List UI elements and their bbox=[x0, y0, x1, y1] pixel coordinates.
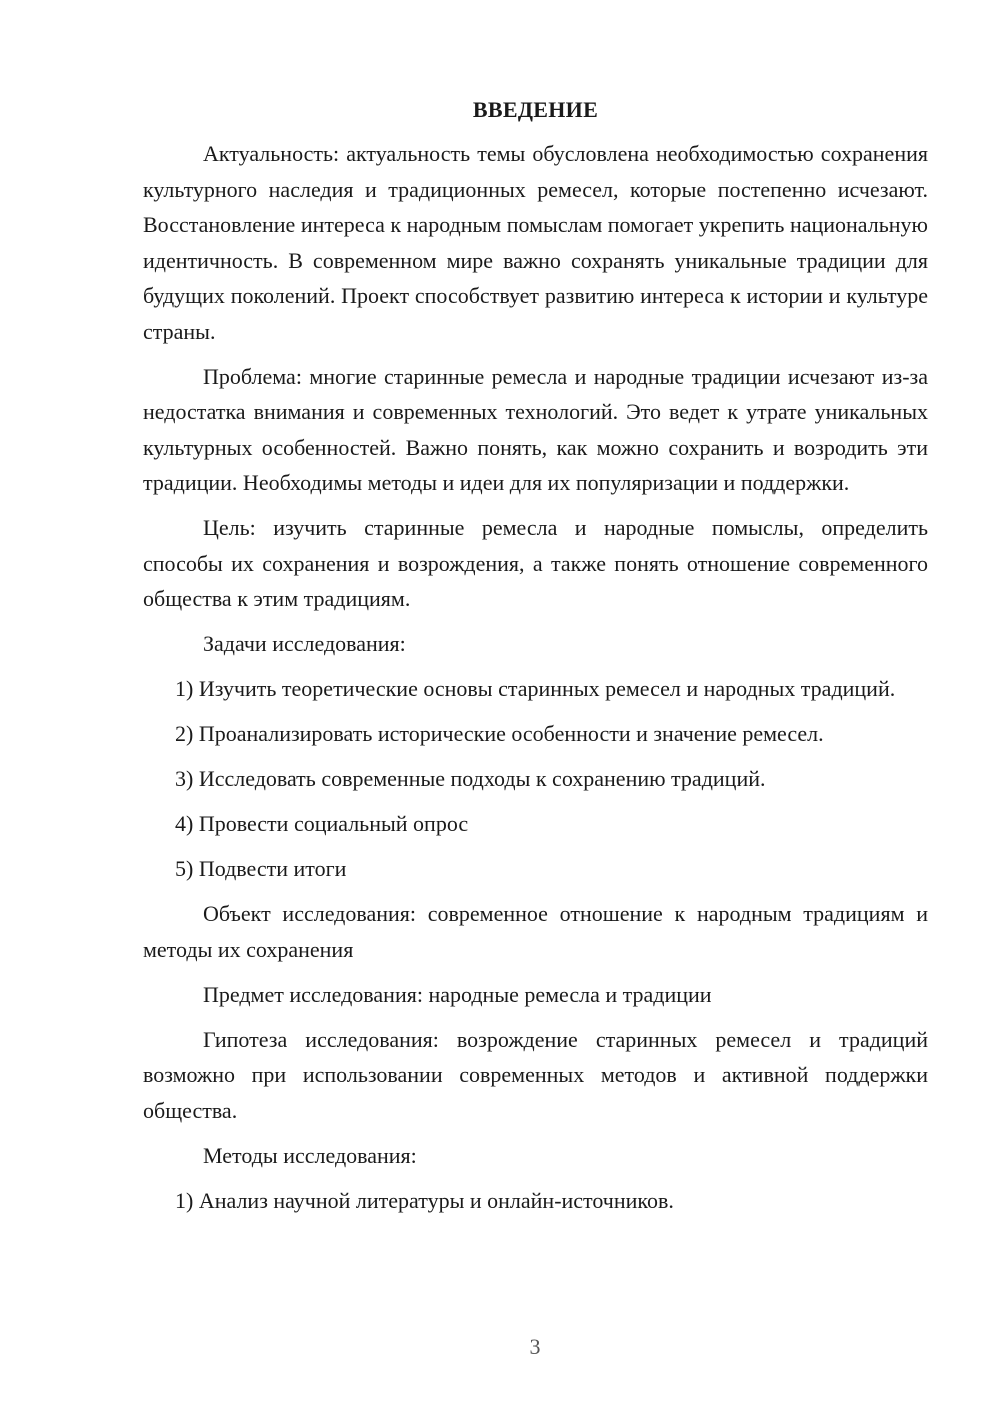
subject-paragraph: Предмет исследования: народные ремесла и традиции bbox=[203, 981, 712, 1007]
spacer bbox=[143, 967, 928, 977]
task-item-2: 2) Проанализировать исторические особенности и значение ремесел. bbox=[175, 721, 824, 746]
methods-heading: Методы исследования: bbox=[203, 1142, 417, 1168]
page-content bbox=[143, 92, 928, 1218]
spacer bbox=[143, 887, 928, 897]
spacer bbox=[143, 349, 928, 359]
task-item-5: 5) Подвести итоги bbox=[175, 856, 347, 881]
spacer bbox=[143, 1012, 928, 1022]
problem-paragraph: Проблема: многие старинные ремесла и народные традиции исчезают из-за недостатка внимания и современных технологий. Это ведет к утрате уникальных культурных особенностей. Важно понять, как можно сохранить и возродить эти традиции. Необходимы методы и идеи для их популяризации и поддержки. bbox=[143, 363, 928, 495]
task-item-1: 1) Изучить теоретические основы старинных ремесел и народных традиций. bbox=[175, 676, 896, 701]
tasks-heading: Задачи исследования: bbox=[203, 631, 406, 656]
relevance-paragraph: Актуальность: актуальность темы обусловлена необходимостью сохранения культурного наследия и традиционных ремесел, которые постепенно исчезают. Восстановление интереса к народным помыслам помогает укрепить национальную идентичность. В современном мире важно сохранять уникальные традиции для будущих поколений. Проект способствует развитию интереса к истории и культуре страны. bbox=[143, 141, 928, 344]
task-item-3: 3) Исследовать современные подходы к сохранению традиций. bbox=[175, 766, 766, 791]
spacer bbox=[143, 617, 928, 627]
task-item-4: 4) Провести социальный опрос bbox=[175, 811, 469, 836]
spacer bbox=[143, 1173, 928, 1183]
spacer bbox=[143, 662, 928, 672]
object-paragraph: Объект исследования: современное отношение к народным традициям и методы их сохранения bbox=[143, 901, 928, 962]
method-item-1: 1) Анализ научной литературы и онлайн-источников. bbox=[175, 1187, 674, 1213]
spacer bbox=[143, 501, 928, 511]
spacer bbox=[143, 842, 928, 852]
goal-paragraph: Цель: изучить старинные ремесла и народные помыслы, определить способы их сохранения и возрождения, а также понять отношение современного общества к этим традициям. bbox=[143, 515, 928, 611]
hypothesis-paragraph: Гипотеза исследования: возрождение старинных ремесел и традиций возможно при использовании современных методов и активной поддержки общества. bbox=[143, 1026, 928, 1123]
spacer bbox=[143, 752, 928, 762]
spacer bbox=[143, 1128, 928, 1138]
page-title: ВВЕДЕНИЕ bbox=[472, 97, 599, 122]
spacer bbox=[143, 707, 928, 717]
page-number: 3 bbox=[529, 1334, 541, 1359]
spacer bbox=[143, 797, 928, 807]
